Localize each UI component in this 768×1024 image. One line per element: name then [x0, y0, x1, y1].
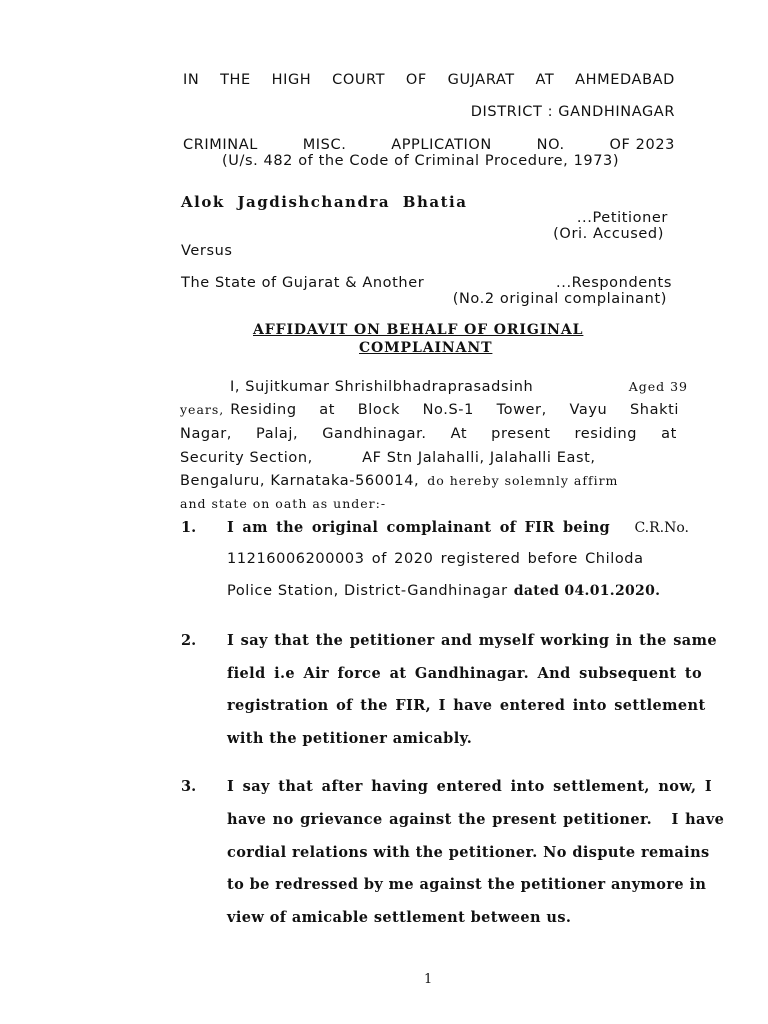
intro-word: at [661, 426, 677, 442]
intro-word: At [450, 426, 468, 442]
intro-word: Palaj, [256, 426, 299, 442]
paragraph-text: I say that the petitioner and myself working in the same [227, 632, 717, 649]
affidavit-title: AFFIDAVIT ON BEHALF OF ORIGINAL [253, 322, 584, 338]
intro-word: Nagar, [180, 426, 232, 442]
paragraph-text: 11216006200003 of 2020 registered before Chiloda [227, 551, 644, 567]
paragraph-text: registration of the FIR, I have entered into settlement [227, 697, 706, 714]
paragraph-text: I am the original complainant of FIR being [227, 519, 610, 536]
intro-word: Gandhinagar. [322, 426, 427, 442]
intro-text: Bengaluru, Karnataka-560014, [180, 473, 420, 489]
versus-label: Versus [181, 243, 233, 259]
petitioner-name: Alok Jagdishchandra Bhatia [181, 193, 468, 211]
paragraph-text: C.R.No. [634, 520, 689, 536]
court-heading-word: GUJARAT [447, 72, 515, 88]
respondents-note: (No.2 original complainant) [452, 291, 667, 307]
page-number: 1 [424, 972, 433, 987]
affidavit-title-cont: COMPLAINANT [359, 340, 493, 356]
petitioner-role: ...Petitioner [576, 210, 668, 226]
respondents-name: The State of Gujarat & Another [181, 275, 425, 291]
intro-text: AF Stn Jalahalli, Jalahalli East, [362, 450, 596, 466]
court-heading-word: HIGH [271, 72, 312, 88]
court-heading-word: OF [405, 72, 427, 88]
paragraph-line [227, 583, 660, 599]
paragraph-text: I say that after having entered into settlement, now, I [227, 778, 713, 795]
paragraph-text: dated 04.01.2020. [513, 583, 661, 599]
paragraph-line [227, 519, 689, 536]
paragraph-text: Police Station, District-Gandhinagar [227, 583, 508, 599]
court-heading-word: COURT [332, 72, 386, 88]
intro-text: years, [180, 402, 225, 417]
section-line: (U/s. 482 of the Code of Criminal Procedure, 1973) [222, 153, 620, 169]
paragraph-text: to be redressed by me against the petitioner anymore in [227, 876, 707, 893]
application-word: APPLICATION [391, 137, 492, 153]
court-heading-word: AT [535, 72, 555, 88]
intro-line [180, 473, 618, 489]
paragraph-number: 2. [181, 632, 197, 649]
paragraph-text: with the petitioner amicably. [227, 730, 473, 747]
paragraph-number: 1. [181, 519, 197, 536]
intro-line [230, 379, 688, 395]
intro-text: I, Sujitkumar Shrishilbhadraprasadsinh [230, 379, 534, 395]
respondents-role: ...Respondents [556, 275, 672, 291]
intro-text: and state on oath as under:- [180, 496, 387, 511]
intro-text: Security Section, [180, 450, 313, 466]
intro-line [180, 450, 596, 466]
court-heading-word: AHMEDABAD [575, 72, 675, 88]
paragraph-text: have no grievance against the present petitioner. I have [227, 811, 725, 828]
paragraph-text: view of amicable settlement between us. [227, 909, 572, 926]
intro-text: Aged 39 [628, 379, 688, 394]
district-line: DISTRICT : GANDHINAGAR [470, 104, 675, 120]
paragraph-text: field i.e Air force at Gandhinagar. And subsequent to [227, 665, 703, 682]
petitioner-note: (Ori. Accused) [553, 226, 664, 242]
paragraph-text: cordial relations with the petitioner. No dispute remains [227, 844, 710, 861]
intro-text: Residing at Block No.S-1 Tower, Vayu Shakti [230, 402, 679, 418]
application-word: MISC. [302, 137, 347, 153]
intro-word: residing [574, 426, 638, 442]
application-word: CRIMINAL [183, 137, 258, 153]
court-heading-word: IN [183, 72, 200, 88]
intro-line [180, 426, 677, 442]
application-line [183, 137, 675, 153]
application-word: OF 2023 [609, 137, 675, 153]
court-heading-word: THE [220, 72, 251, 88]
application-word: NO. [536, 137, 565, 153]
intro-word: present [491, 426, 551, 442]
intro-line [180, 402, 679, 418]
court-heading [183, 72, 675, 88]
intro-text: do hereby solemnly affirm [427, 473, 619, 488]
paragraph-number: 3. [181, 778, 197, 795]
